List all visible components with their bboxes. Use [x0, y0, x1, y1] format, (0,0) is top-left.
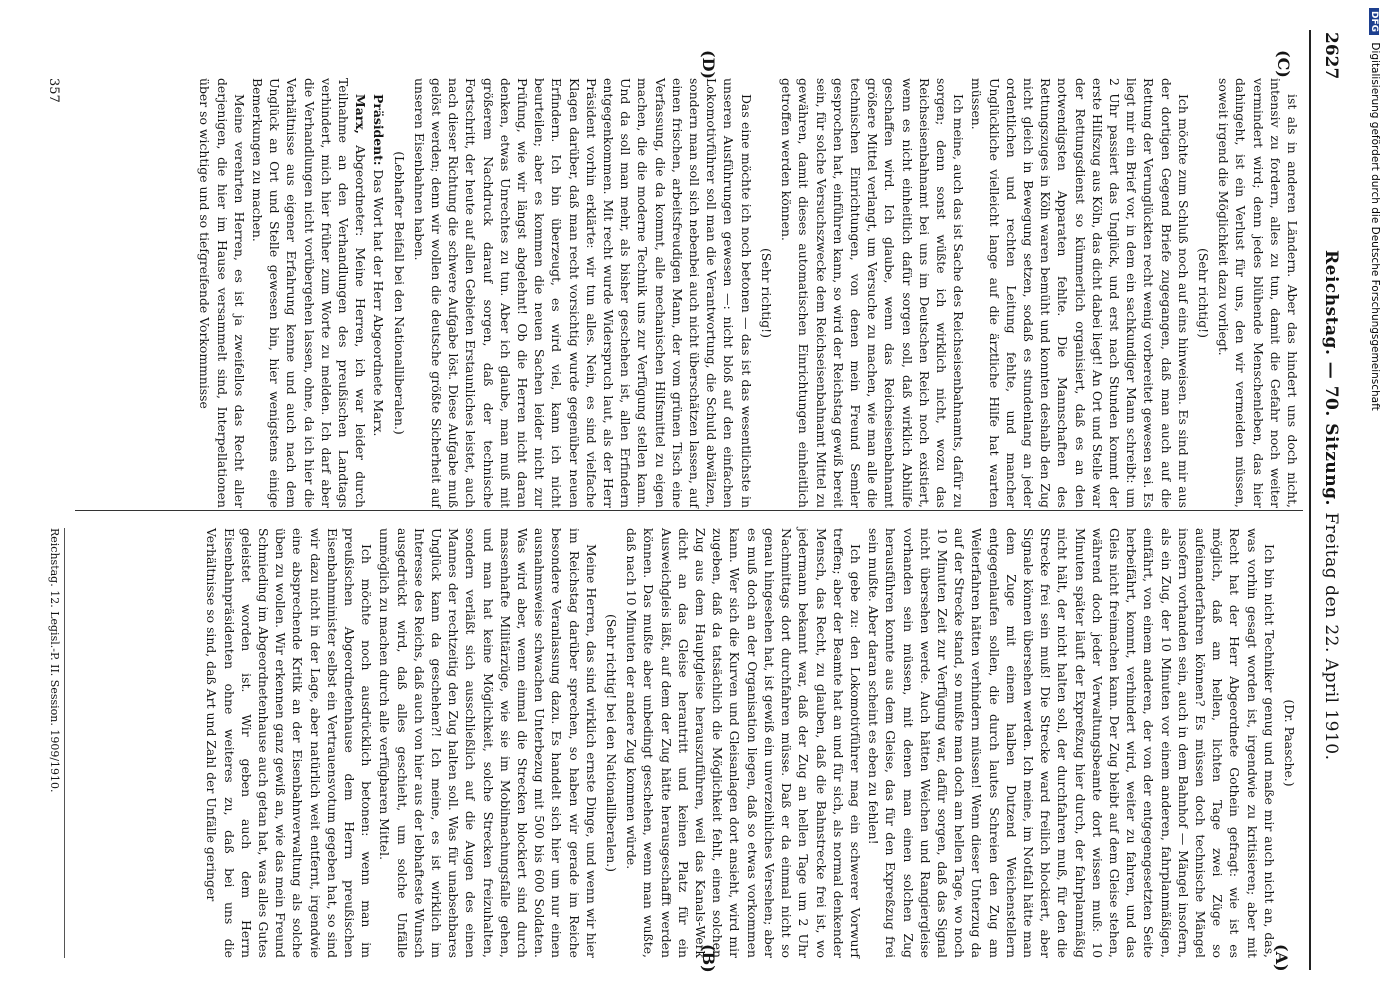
margin-mark-b: (B) — [699, 944, 718, 973]
column-divider — [75, 510, 1303, 511]
page-title — [1321, 250, 1341, 761]
president-statement — [370, 78, 387, 508]
paragraph: ist als in anderen Ländern. Aber das hindert uns doch nicht, intensiv zu fordern, alles zu tun, damit die Gefahr noch weiter vermindert wird; denn jedes blühende Menschenleben, das hier dahingeht, ist ein Verlust für uns, den wir vermeiden müssen, soweit irgend die Möglichkeit dazu vorliegt. — [1216, 78, 1300, 508]
margin-mark-d: (D) — [699, 50, 718, 80]
paragraph: Ich möchte zum Schluß noch auf eins hinweisen. Es sind mir aus der dortigen Gegend Briefe zugegangen, daß man auch auf die Rettung der Verunglückten recht wenig vorbereitet gewesen sei. Es liegt mir ein Brief vor, in dem ein sachkundiger Mann schreibt: um 2 Uhr passiert das Unglück, und erst nach Stunden kommt der erste Hilfszug aus Köln, das dicht dabei liegt! An Ort und Stelle war der Rettungsdienst so kümmerlich organisiert, daß es an den notwendigsten Apparaten fehlte. Die Mannschaften des Rettungszuges in Köln waren bemüht und konnten deshalb den Zug nicht gleich in Bewegung setzen, sodaß es stundenlang an jeder ordentlichen und rechten Leitung fehlte, und mancher Unglückliche vielleicht lange auf die ärztliche Hilfe hat warten müssen. — [969, 78, 1191, 508]
page-footer — [48, 528, 61, 958]
interjection: (Lebhafter Beifall bei den Nationalliberalen.) — [391, 151, 407, 435]
dfg-logo: DFG — [1369, 8, 1379, 35]
sheet-number: 357 — [46, 78, 61, 103]
margin-mark-c: (C) — [1274, 50, 1293, 78]
page-header — [1315, 0, 1345, 1000]
president-label: Präsident: — [371, 94, 387, 166]
paragraph: Ich meine, auch das ist Sache des Reichseisenbahnamts, dafür zu sorgen; denn sonst wüßte ich wirklich nicht, wozu das Reichseisenbahnamt bei uns im Deutschen Reich noch existiert, wenn es nicht einheitlich dafür sorgen soll, daß wirklich Abhilfe geschaffen wird. Ich glaube, wenn das Reichseisenbahnamt größere Mittel verlangt, um Versuche zu machen, wie man alle die technischen Einrichtungen, von denen mein Freund Semler gesprochen hat, einführen kann, so wird der Reichstag gewiß bereit sein, für solche Versuchszwecke dem Reichseisenbahnamt Mittel zu gewähren, damit dieses automatischen Einrichtungen einheitlich getroffen werden können. — [779, 78, 967, 508]
paragraph: Ich möchte noch ausdrücklich betonen: wenn man im preußischen Abgeordnetenhause dem Herrn preußischen Eisenbahnminister selbst ein Vertrauensvotum gegeben hat, so sind wir dazu nicht in der Lage, aber natürlich weit entfernt, irgendwie eine absprechende Kritik an der Eisenbahnverwaltung als solche üben zu wollen. Wir erkennen ganz gewiß an, wie das mein Freund Schmieding im Abgeordnetenhause auch getan hat, was alles Gutes geleistet worden ist. Wir geben auch dem Herrn Eisenbahnpräsidenten ohne weiteres zu, daß bei uns die Verhältnisse so sind, daß Art und Zahl der Unfälle geringer — [204, 528, 375, 958]
session-title: Reichstag. — 70. Sitzung. — [1321, 250, 1341, 506]
paragraph: Das eine möchte ich noch betonen — das ist das wesentlichste in unseren Ausführungen gewesen —: nicht bloß auf den einfachen Lokomotivführer soll man die Verantwortung, die Schuld abwälzen, sondern man soll sich nebenbei auch nicht überschätzen lassen, auf einen frischen, arbeitsfreudigen Mann, der vom grünen Tisch eine Verfassung, die da kommt, alle mechanischen Hilfsmittel zu eigen machen, die die moderne Technik uns zur Verfügung stellen kann. Und da soll man mehr, als bisher geschehen ist, allen Erfindern entgegenkommen. Mit recht wurde Widerspruch laut, als der Herr Präsident vorhin erklärte: wir tun alles. Nein, es sind vielfache Klagen darüber, daß man recht vorsichtig wurde gegenüber neuen Erfindern. Ich bin überzeugt, es wird viel, kann ich nicht beurteilen; aber es kommen die neuen Sachen leider nicht zur Prüfung, wie wir längst abgelehnt! Ob die Herren nicht daran denken, etwas Unrechtes zu tun. Aber ich glaube, man muß mit größerem Nachdruck darauf sorgen, daß der technische Fortschritt, der heute auf allen Gebieten Erstaunliches leistet, auch nach dieser Richtung die schwere Aufgabe löst. Diese Aufgabe muß gelöst werden; denn wir wollen die deutsche größte Sicherheit auf unseren Eisenbahnen haben. — [411, 78, 754, 508]
paragraph: Meine verehrten Herren, es ist ja zweifellos das Recht aller derjenigen, die hier im Hause versammelt sind, Interpellationen über so wichtige und so tiefgreifende Vorkommnisse — [197, 78, 247, 508]
president-text: Das Wort hat der Herr Abgeordnete Marx. — [371, 169, 387, 437]
speaker-attribution: (Dr. Paasche.) — [1282, 699, 1297, 787]
paragraph: Ich bin nicht Techniker genug und maße mir auch nicht an, das, was vorhin gesagt worden ist, irgendwie zu kritisieren; aber mit Recht hat der Herr Abgeordnete Gothein gefragt: wie ist es möglich, daß am hellen, lichten Tage zwei Züge so aufeinanderfahren können? Es müssen doch technische Mängel insofern vorhanden sein, auch in dem Bahnhof — Mängel insofern, als ein Zug, der 10 Minuten vor einem anderen, fahrplanmäßigen, einfährt, von einem anderen, der von der entgegengesetzten Seite herbeifährt, kommt, verhindert wird, weiter zu fahren, und das Gleis nicht freimachen kann. Der Zug bleibt auf dem Gleise stehen, während doch jeder Verwaltungsbeamte dort wissen muß: 10 Minuten später läuft der Expreßzug hier durch, der fahrplanmäßig nicht hält, der nicht halten soll, der durchfahren muß, für den die Strecke frei sein muß! Die Strecke ward freilich blockiert, aber Signale können übersehen werden. Ich meine, im Notfall hätte man dem Zuge mit einem halben Dutzend Weichenstellern entgegenlaufen sollen, die durch lautes Schreien den Zug am Weiterfahren hätten verhindern müssen! Wenn dieser Unterzug da auf der Strecke stand, so mußte man doch am hellen Tage, wo noch 10 Minuten Zeit zur Verfügung war, dafür sorgen, daß das Signal nicht übersehen werde. Auch hätten Weichen und Rangiergleise vorhanden sein müssen, mit denen man einen solchen Zug herausführen konnte aus dem Gleise, das für den Expreßzug frei sein mußte. Aber daran scheint es eben zu fehlen! — [866, 528, 1277, 958]
margin-mark-a: (A) — [1272, 944, 1291, 972]
speaker-role: Abgeordneter: — [353, 145, 369, 237]
text-column-left — [81, 78, 1301, 508]
paragraph: Ich gebe zu: den Lokomotivführer mag ein schwerer Vorwurf treffen; aber der Beamte hat an und für sich, als normal denkender Mensch, das Recht, zu glauben, daß die Bahnstrecke frei ist, wo jedermann bekannt war, daß der Zug an hellen Tage um 2 Uhr Nachmittags dort durchfahren müsse. Daß er da einmal nicht so genau hingesehen hat, ist gewiß ein unverzeihliches Versehen; aber es muß doch an der Organisation liegen, daß so etwas vorkommen kann. Wer sich die Kurven und Gleisanlagen dort ansieht, wird mir zugeben, daß da tatsächlich die Möglichkeit fehlt, einen solchen Zug aus dem Hauptgleise herauszuführen, weil das Kanals-Werk dicht an das Gleise herantritt und keinen Platz für ein Ausweichgleis läßt, auf dem der Zug hätte herausgeschafft werden können. Das mußte aber unbedingt geschehen, wenn man wußte, daß nach 10 Minuten der andere Zug kommen würde. — [624, 528, 863, 958]
interjection: (Sehr richtig! bei den Nationalliberalen.) — [604, 614, 620, 872]
text-column-right — [71, 528, 1301, 958]
digitization-note: Digitalisierung gefördert durch die Deutsche Forschungsgemeinschaft — [1369, 42, 1381, 411]
speaker-label: Marx, — [353, 94, 369, 134]
speaker-text: Meine Herren, ich war leider durch Teilnahme an den Verhandlungen des preußischen Landtags verhindert, mich hier früher zum Worte zu melden. Ich darf aber die Verhandlungen nicht vorübergehen lassen, ohne, da ich hier die Verhältnisse aus eigener Erfahrung kenne und auch nach dem Unglück an Ort und Stelle gewesen bin, hier wenigstens einige Bemerkungen zu machen. — [250, 78, 369, 508]
header-rule — [1309, 30, 1311, 970]
interjection: (Sehr richtig!) — [1195, 248, 1211, 338]
digitization-credit — [1369, 8, 1381, 1008]
footer-rule — [64, 528, 65, 958]
footer-reference: Reichstag. 12. Legisl.-P. II. Session. 1909/1910. — [48, 528, 61, 793]
interjection: (Sehr richtig!) — [758, 248, 774, 338]
page-number: 2627 — [1321, 32, 1341, 80]
paragraph: Meine Herren, das sind wirklich ernste Dinge, und wenn wir hier im Reichstag darüber sprechen, so haben wir gerade im Reiche besondere Veranlassung dazu. Es handelt sich hier um nur einen ausnahmsweise schwachen Unterbezug mit 500 bis 600 Soldaten. Was wird aber, wenn einmal die Strecken blockiert sind durch massenhafte Militärzüge, wie sie im Mobilmachungsfalle gehen, und man hat keine Möglichkeit, solche Strecken freizuhalten, sondern verläßt sich ausschließlich auf die Augen des einen Mannes der rechtzeitig den Zug halten soll. Was für unabsehbares Unglück kann da geschehen?! Ich meine, es ist wirklich im Interesse des Reichs, daß auch von hier aus der lebhafteste Wunsch ausgedrückt wird, daß alles geschieht, um solche Unfälle unmöglich zu machen durch alle verfügbaren Mittel. — [377, 528, 599, 958]
session-date: Freitag den 22. April 1910. — [1321, 512, 1341, 761]
speaker-statement — [249, 78, 369, 508]
